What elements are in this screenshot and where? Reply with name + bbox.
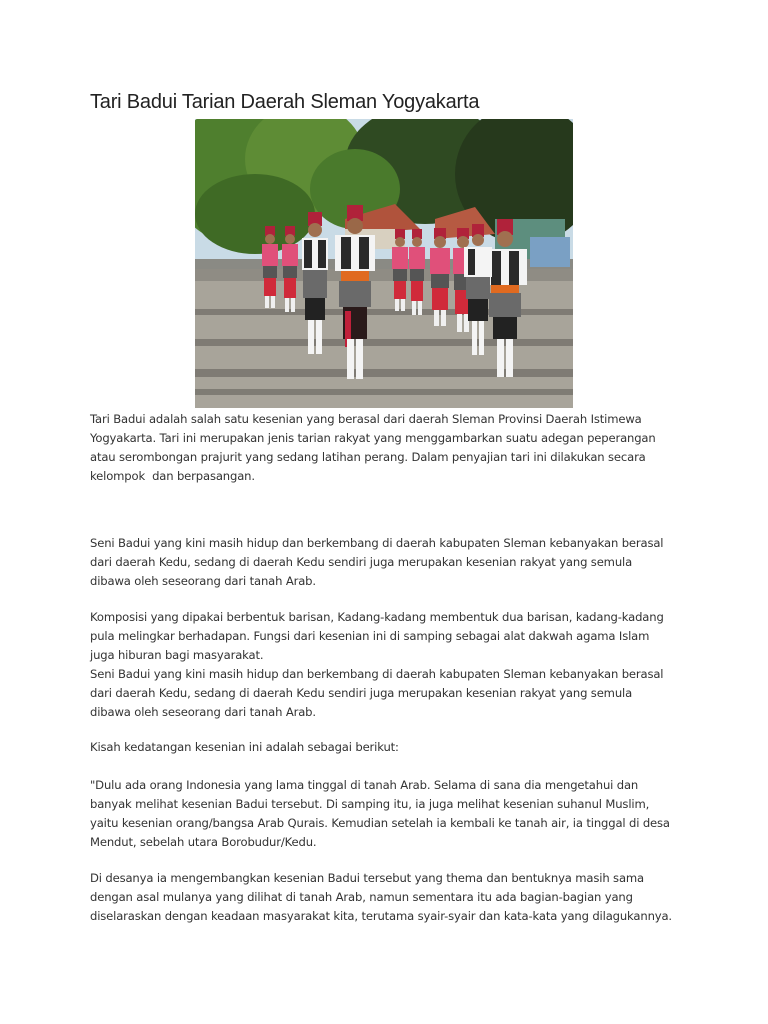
paragraph-2 <box>90 534 690 591</box>
text-line: Komposisi yang dipakai berbentuk barisan, Kadang-kadang membentuk dua barisan, kadang-kadang <box>90 610 664 624</box>
paragraph-6 <box>90 869 690 926</box>
text-line: dari daerah Kedu, sedang di daerah Kedu sendiri juga merupakan kesenian rakyat yang semula <box>90 555 633 569</box>
text-line: banyak melihat kesenian Badui tersebut. Di samping itu, ia juga melihat kesenian suhanul Muslim, <box>90 797 650 811</box>
text-line: Seni Badui yang kini masih hidup dan berkembang di daerah kabupaten Sleman kebanyakan berasal <box>90 536 664 550</box>
paragraph-4 <box>90 738 690 757</box>
text-line: Di desanya ia mengembangkan kesenian Badui tersebut yang thema dan bentuknya masih sama <box>90 871 645 885</box>
text-line: diselaraskan dengan keadaan masyarakat kita, terutama syair-syair dan kata-kata yang dilagukannya. <box>90 909 672 923</box>
dancers-photo <box>195 119 573 408</box>
text-line: dengan asal mulanya yang dilihat di tanah Arab, namun sementara itu ada bagian-bagian yang <box>90 890 633 904</box>
text-line: Yogyakarta. Tari ini merupakan jenis tarian rakyat yang menggambarkan suatu adegan peperangan <box>90 431 656 445</box>
text-line: pula melingkar berhadapan. Fungsi dari kesenian ini di samping sebagai alat dakwah agama Islam <box>90 629 650 643</box>
text-line: dibawa oleh seseorang dari tanah Arab. <box>90 705 316 719</box>
paragraph-3 <box>90 608 690 722</box>
document-title: Tari Badui Tarian Daerah Sleman Yogyakarta <box>90 91 480 113</box>
text-line: Seni Badui yang kini masih hidup dan berkembang di daerah kabupaten Sleman kebanyakan berasal <box>90 667 664 681</box>
text-line: yaitu kesenian orang/bangsa Arab Qurais. Kemudian setelah ia kembali ke tanah air, ia tinggal di desa <box>90 816 670 830</box>
text-line: kelompok dan berpasangan. <box>90 469 255 483</box>
text-line: atau serombongan prajurit yang sedang latihan perang. Dalam penyajian tari ini dilakukan secara <box>90 450 646 464</box>
paragraph-1 <box>90 410 690 486</box>
text-line: Kisah kedatangan kesenian ini adalah sebagai berikut: <box>90 740 399 754</box>
text-line: Mendut, sebelah utara Borobudur/Kedu. <box>90 835 317 849</box>
text-line: Tari Badui adalah salah satu kesenian yang berasal dari daerah Sleman Provinsi Daerah Istimewa <box>90 412 642 426</box>
text-line: dibawa oleh seseorang dari tanah Arab. <box>90 574 316 588</box>
paragraph-5-quote <box>90 776 690 852</box>
text-line: juga hiburan bagi masyarakat. <box>90 648 264 662</box>
photo-illustration <box>195 119 573 408</box>
text-line: dari daerah Kedu, sedang di daerah Kedu sendiri juga merupakan kesenian rakyat yang semula <box>90 686 633 700</box>
text-line: "Dulu ada orang Indonesia yang lama tinggal di tanah Arab. Selama di sana dia mengetahui dan <box>90 778 639 792</box>
